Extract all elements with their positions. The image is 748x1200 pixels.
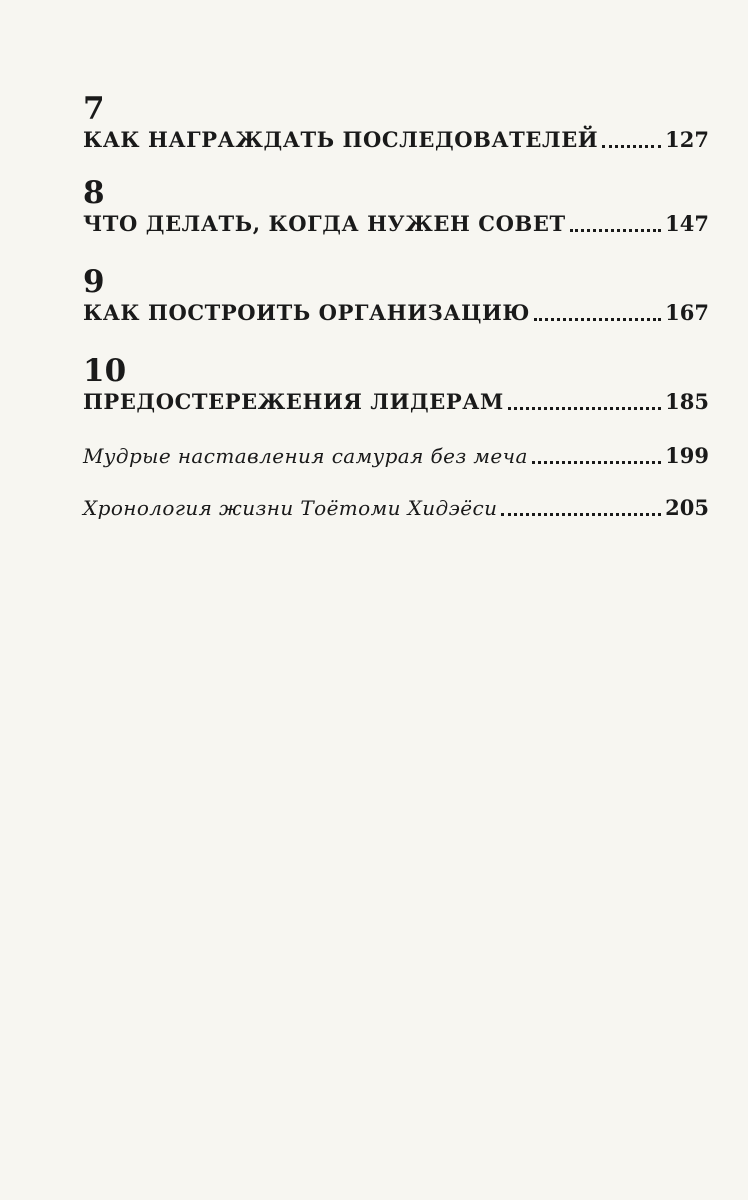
toc-row	[83, 299, 709, 327]
chapter-title: ЧТО ДЕЛАТЬ, КОГДА НУЖЕН СОВЕТ	[83, 211, 566, 236]
page-number: 205	[665, 495, 709, 520]
dot-leader	[602, 145, 661, 148]
chapter-number: 8	[83, 175, 105, 211]
toc-row	[83, 126, 709, 154]
toc-entry-chapter-9	[83, 265, 709, 327]
toc-row	[83, 210, 709, 238]
dot-leader	[501, 513, 661, 516]
appendix-title: Хронология жизни Тоётоми Хидэёси	[83, 496, 498, 520]
chapter-number: 10	[83, 353, 127, 389]
page-number: 147	[665, 211, 709, 236]
dot-leader	[534, 318, 661, 321]
page-number: 127	[665, 127, 709, 152]
dot-leader	[508, 407, 661, 410]
toc-entry-chapter-10	[83, 354, 709, 416]
chapter-title: ПРЕДОСТЕРЕЖЕНИЯ ЛИДЕРАМ	[83, 389, 504, 414]
chapter-title: КАК НАГРАЖДАТЬ ПОСЛЕДОВАТЕЛЕЙ	[83, 127, 599, 152]
page-number: 185	[665, 389, 709, 414]
toc-appendix-2	[83, 494, 709, 522]
toc-appendix-1	[83, 442, 709, 470]
chapter-number: 7	[83, 91, 105, 127]
page-number: 199	[665, 443, 709, 468]
table-of-contents	[83, 92, 709, 522]
dot-leader	[570, 229, 661, 232]
page-number: 167	[665, 300, 709, 325]
toc-entry-chapter-8	[83, 176, 709, 238]
appendix-title: Мудрые наставления самурая без меча	[83, 444, 528, 468]
chapter-number: 9	[83, 264, 105, 300]
toc-row	[83, 388, 709, 416]
chapter-title: КАК ПОСТРОИТЬ ОРГАНИЗАЦИЮ	[83, 300, 531, 325]
dot-leader	[532, 461, 661, 464]
toc-entry-chapter-7	[83, 92, 709, 154]
